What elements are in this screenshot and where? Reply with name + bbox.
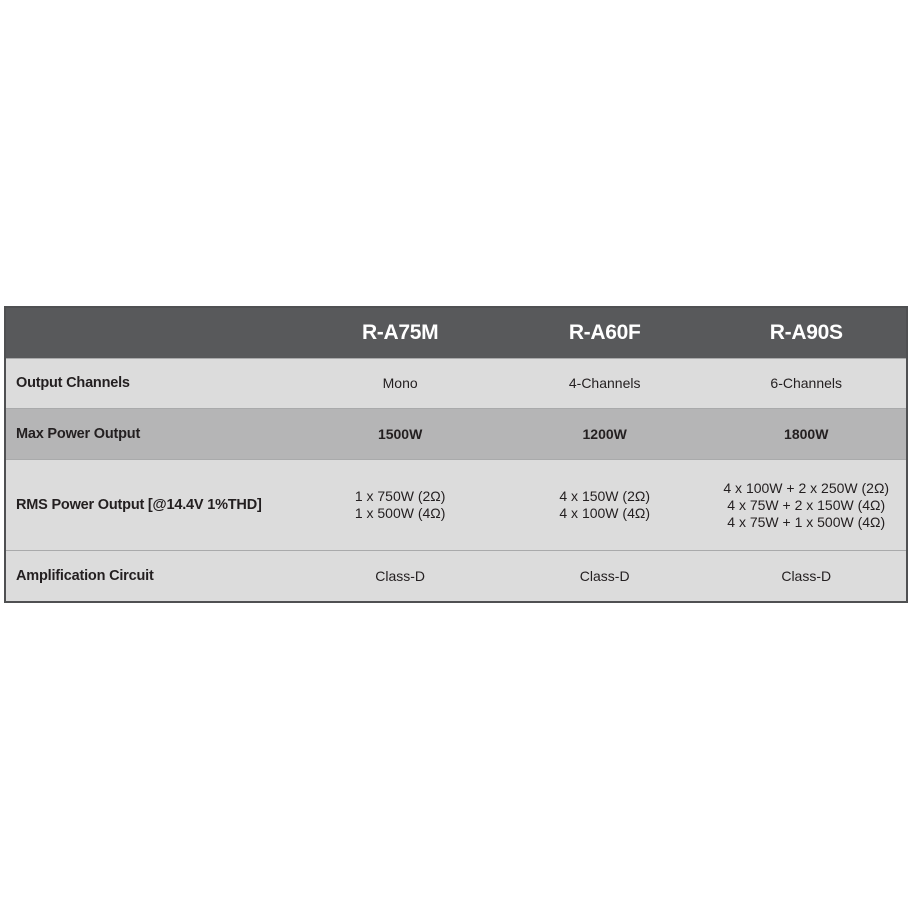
header-corner-cell (6, 308, 297, 358)
table-row-output-channels (6, 358, 906, 409)
table-row-max-power-output (6, 408, 906, 459)
table-cell (297, 551, 503, 601)
cell-line: 1500W (377, 425, 423, 442)
table-row-rms-power-output (6, 459, 906, 550)
cell-line: 6-Channels (770, 374, 843, 391)
cell-line: Class-D (579, 567, 630, 584)
row-label: RMS Power Output [@14.4V 1%THD] (16, 496, 262, 513)
cell-line: 4 x 150W (2Ω) (559, 488, 650, 505)
cell-line: 1200W (582, 425, 627, 442)
cell-line: 4 x 75W + 1 x 500W (4Ω) (727, 513, 886, 530)
table-cell (706, 359, 906, 409)
cell-line: 4 x 75W + 2 x 150W (4Ω) (727, 496, 886, 513)
cell-line: 4 x 100W + 2 x 250W (2Ω) (723, 479, 890, 496)
table-cell (706, 460, 906, 550)
table-cell (706, 551, 906, 601)
cell-line: Class-D (375, 567, 426, 584)
row-label: Max Power Output (16, 425, 141, 442)
header-model-r-a60f: R-A60F (568, 321, 641, 345)
table-cell (706, 409, 906, 459)
header-model-r-a75m: R-A75M (361, 321, 439, 345)
table-row-amplification-circuit (6, 550, 906, 601)
header-model-r-a90s: R-A90S (769, 321, 843, 345)
cell-line: 1 x 500W (4Ω) (354, 505, 446, 522)
table-cell (503, 460, 707, 550)
row-label: Amplification Circuit (16, 567, 154, 584)
table-cell (503, 409, 707, 459)
cell-line: 4 x 100W (4Ω) (559, 505, 650, 522)
cell-line: 1 x 750W (2Ω) (354, 488, 446, 505)
row-label: Output Channels (16, 374, 130, 391)
table-cell (297, 359, 503, 409)
spec-comparison-table (4, 306, 908, 603)
cell-line: 1800W (784, 425, 829, 442)
table-header-row (6, 308, 906, 358)
table-cell (297, 409, 503, 459)
table-cell (503, 359, 707, 409)
cell-line: 4-Channels (568, 374, 641, 391)
cell-line: Class-D (781, 567, 832, 584)
table-cell (297, 460, 503, 550)
table-cell (503, 551, 707, 601)
cell-line: Mono (382, 374, 418, 391)
